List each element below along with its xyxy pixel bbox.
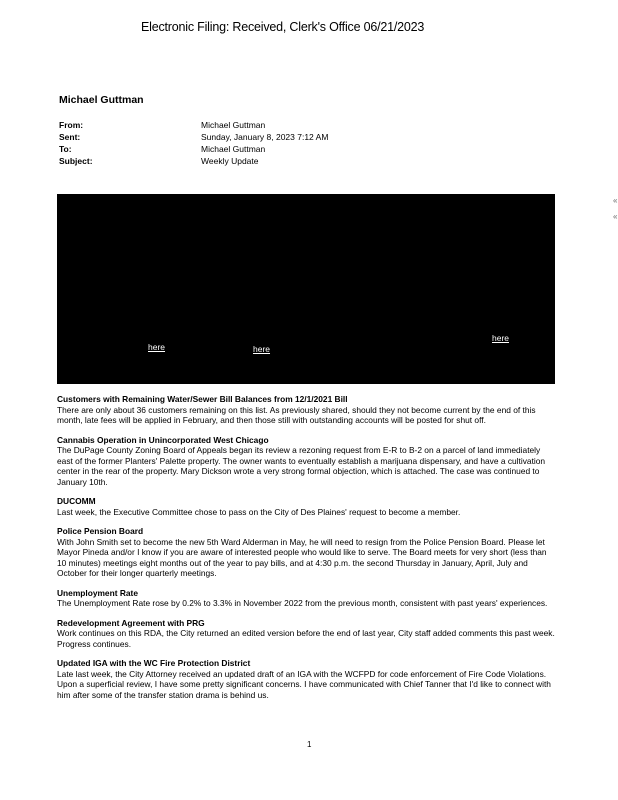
header-row-subject: [59, 155, 328, 167]
section-water-bills: [57, 394, 557, 426]
page-number: 1: [307, 740, 312, 749]
margin-mark: «: [613, 196, 618, 205]
margin-mark: «: [613, 212, 618, 221]
filing-stamp: Electronic Filing: Received, Clerk's Office 06/21/2023: [141, 20, 425, 34]
section-title: Unemployment Rate: [57, 587, 138, 598]
header-row-from: [59, 119, 328, 131]
header-key: From:: [59, 120, 84, 130]
header-key: To:: [59, 144, 72, 154]
header-row-sent: [59, 131, 328, 143]
redacted-block: [57, 194, 555, 384]
section-title: DUCOMM: [57, 496, 96, 506]
section-text: Last week, the Executive Committee chose to pass on the City of Des Plaines' request to become a member.: [57, 506, 461, 517]
section-text: With John Smith set to become the new 5th Ward Alderman in May, he will need to resign from the Police Pension Board. Please let Mayor Pineda and/or I know if you are aware of interested people who would like to serve. The Board meets for very short (less than 10 minutes) meetings eight months out of the year to pay bills, and at 4:30 p.m. the second Thursday in January, April, July and October for their longer quarterly meetings.: [57, 536, 547, 578]
header-value: Weekly Update: [201, 156, 259, 166]
section-title: Redevelopment Agreement with PRG: [57, 617, 205, 628]
header-value: Michael Guttman: [201, 120, 266, 130]
header-key: Sent:: [59, 132, 81, 142]
section-cannabis: [57, 435, 557, 488]
section-ducomm: [57, 496, 557, 517]
header-value: Sunday, January 8, 2023 7:12 AM: [201, 132, 329, 142]
section-text: Late last week, the City Attorney received an updated draft of an IGA with the WCFPD for code enforcement of Fire Code Violations. Upon a superficial review, I have some pretty significant concerns. I have communicated with Chief Tanner that I'd like to connect with him after some of the transfer station drama is behind us.: [57, 668, 551, 700]
redacted-link-2[interactable]: here: [253, 344, 271, 354]
section-title: Cannabis Operation in Unincorporated West Chicago: [57, 434, 269, 445]
section-iga: [57, 658, 557, 700]
section-unemployment: [57, 588, 557, 609]
section-redevelopment: [57, 618, 557, 650]
section-text: The Unemployment Rate rose by 0.2% to 3.3% in November 2022 from the previous month, consistent with past years' experiences.: [57, 598, 548, 608]
section-text: Work continues on this RDA, the City returned an edited version before the end of last year, City staff added comments this past week. Progress continues.: [57, 628, 555, 649]
section-title: Customers with Remaining Water/Sewer Bill Balances from 12/1/2021 Bill: [57, 394, 348, 404]
section-title: Updated IGA with the WC Fire Protection District: [57, 658, 251, 668]
header-value: Michael Guttman: [201, 144, 266, 154]
email-header: [59, 119, 328, 167]
section-text: There are only about 36 customers remaining on this list. As previously shared, should they not become current by the end of this month, late fees will be applied in February, and then those still with outstanding accounts will be posted for shut off.: [57, 404, 536, 425]
section-text: The DuPage County Zoning Board of Appeals began its review a rezoning request from E-R to B-2 on a parcel of land immediately east of the former Planters' Palette property. The owner wants to eventually establish a marijuana dispensary, and have a cultivation center in the rear of the property. Mary Dickson wrote a very strong formal objection, which is attached. The case was continued to January 10th.: [57, 445, 546, 487]
redacted-link-1[interactable]: here: [148, 342, 166, 352]
email-body: [57, 394, 557, 709]
section-title: Police Pension Board: [57, 526, 144, 536]
header-row-to: [59, 143, 328, 155]
header-key: Subject:: [59, 156, 93, 166]
redacted-link-3[interactable]: here: [492, 333, 510, 343]
sender-name: Michael Guttman: [59, 94, 144, 106]
section-police-pension: [57, 526, 557, 579]
